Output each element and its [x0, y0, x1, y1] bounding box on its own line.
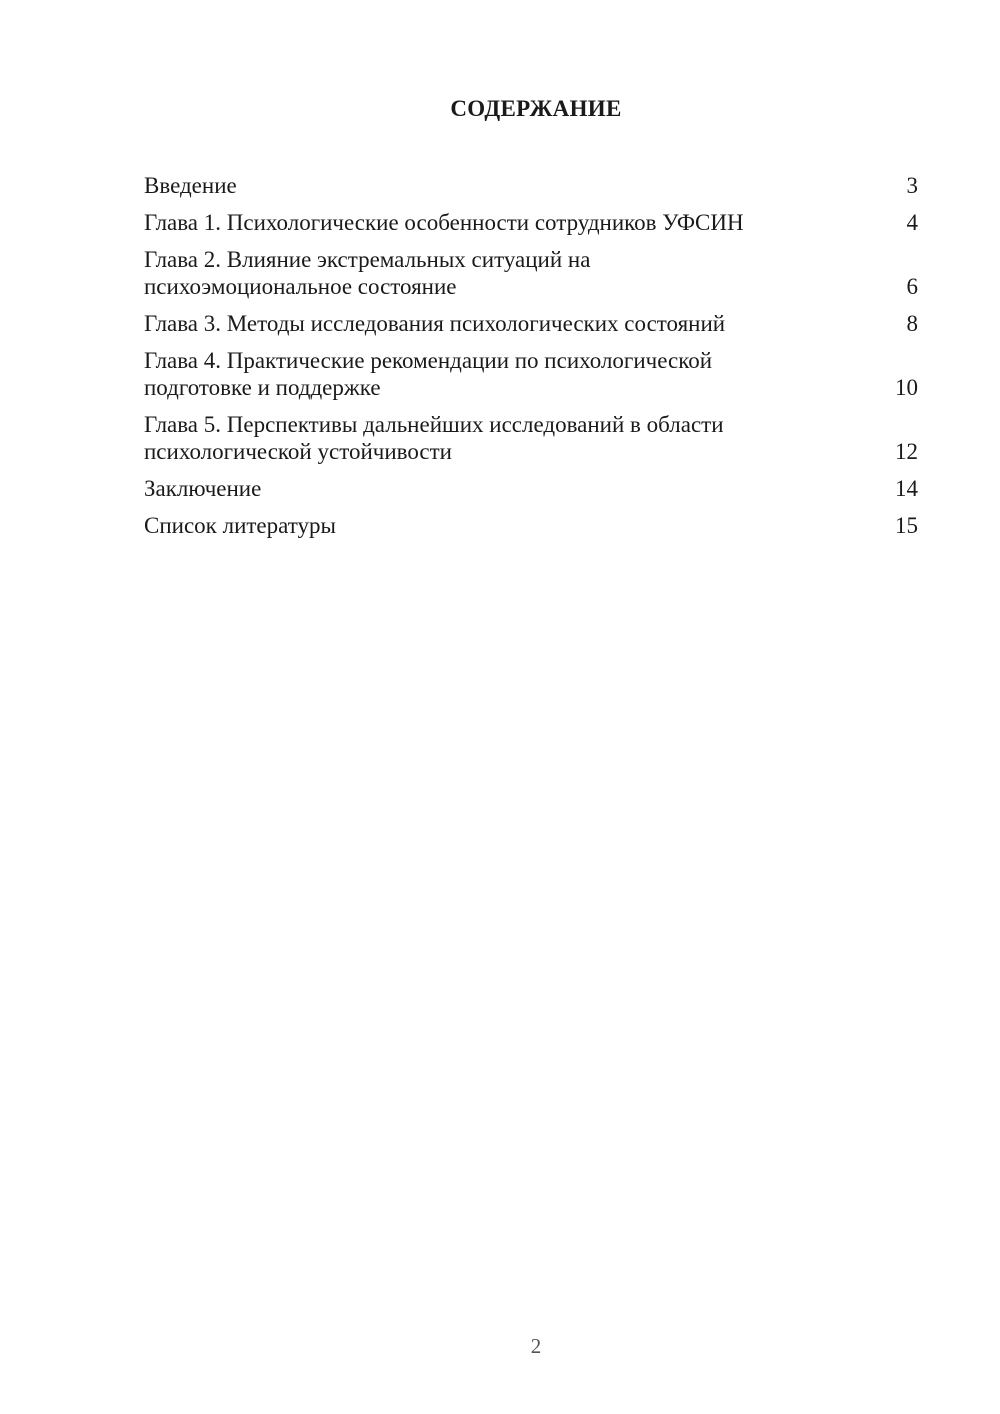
toc-entry-page: 14 — [895, 476, 918, 501]
toc-entry-chapter-5 — [144, 411, 918, 465]
toc-entry-page: 3 — [906, 173, 918, 198]
toc-entry-introduction — [144, 172, 918, 199]
toc-entry-chapter-1 — [144, 209, 918, 236]
toc-entry-references — [144, 512, 918, 539]
toc-entry-page: 4 — [906, 210, 918, 235]
toc-entry-chapter-2 — [144, 246, 918, 300]
table-of-contents — [144, 172, 918, 549]
page-number: 2 — [530, 1334, 542, 1358]
page-title: СОДЕРЖАНИЕ — [450, 96, 622, 121]
toc-entry-title: Глава 2. Влияние экстремальных ситуаций на психоэмоциональное состояние — [144, 247, 591, 299]
toc-entry-chapter-3 — [144, 310, 918, 337]
toc-entry-title: Введение — [144, 173, 237, 198]
toc-entry-page: 6 — [906, 274, 918, 299]
toc-entry-page: 10 — [895, 375, 918, 400]
toc-entry-page: 8 — [906, 311, 918, 336]
toc-entry-conclusion — [144, 475, 918, 502]
toc-entry-title: Список литературы — [144, 513, 336, 538]
toc-entry-page: 15 — [895, 513, 918, 538]
toc-entry-title: Глава 1. Психологические особенности сотрудников УФСИН — [144, 210, 744, 235]
toc-entry-chapter-4 — [144, 347, 918, 401]
toc-entry-title: Заключение — [144, 476, 262, 501]
toc-entry-title: Глава 3. Методы исследования психологических состояний — [144, 311, 726, 336]
toc-entry-title: Глава 4. Практические рекомендации по психологической подготовке и поддержке — [144, 348, 713, 400]
toc-entry-title: Глава 5. Перспективы дальнейших исследований в области психологической устойчивости — [144, 412, 724, 464]
toc-entry-page: 12 — [895, 439, 918, 464]
